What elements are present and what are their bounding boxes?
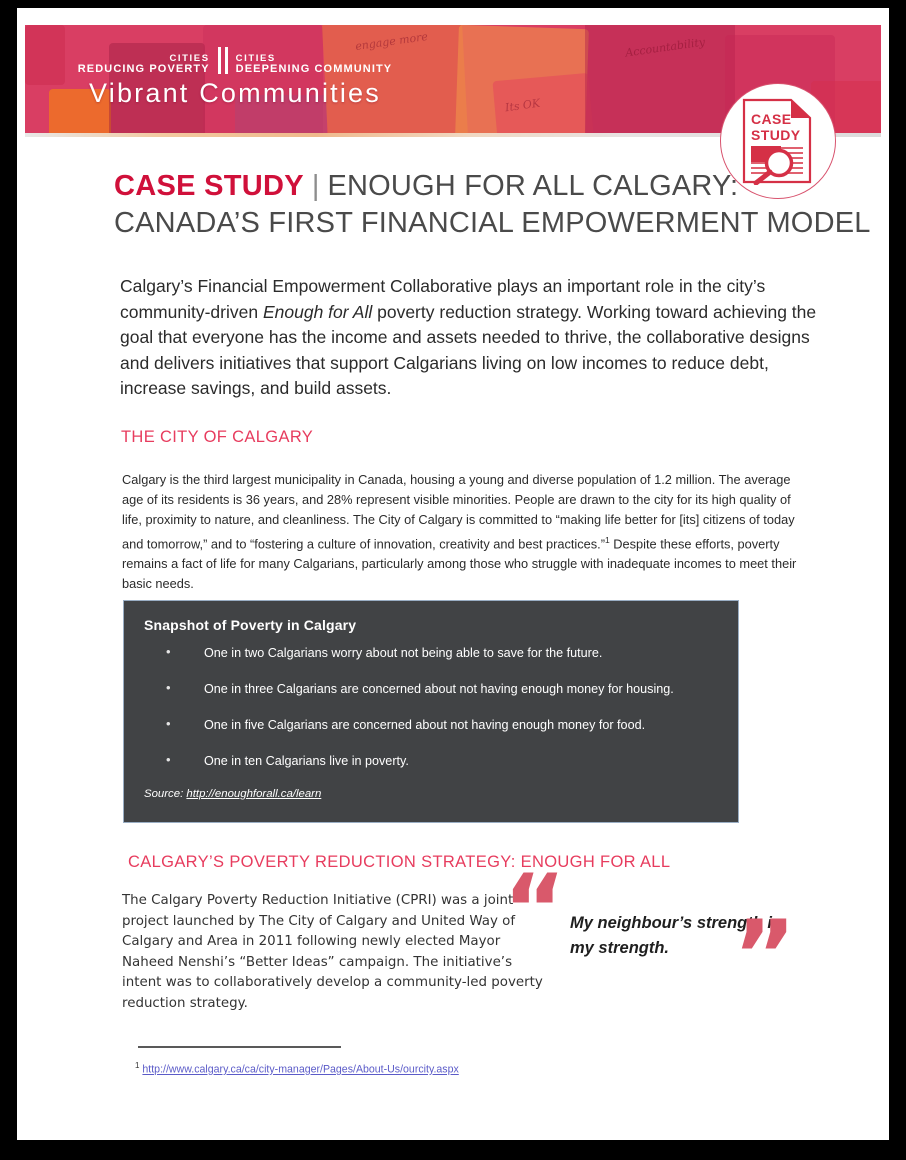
logo-right-big: DEEPENING COMMUNITY	[235, 62, 393, 75]
title-line-1	[114, 168, 834, 204]
footnote-reference: 1	[604, 535, 610, 545]
title-subject: ENOUGH FOR ALL CALGARY:	[327, 170, 739, 202]
logo-left-small: CITIES	[169, 53, 210, 65]
footnote-link[interactable]: http://www.calgary.ca/ca/city-manager/Pages/About-Us/ourcity.aspx	[142, 1063, 459, 1076]
title-divider: |	[311, 170, 320, 202]
logo-left-big: REDUCING POVERTY	[77, 62, 210, 75]
logo-right-small: CITIES	[235, 53, 276, 65]
banner-handwriting-texture: Its OK	[504, 96, 541, 115]
intro-italic-title: Enough for All	[262, 301, 373, 322]
callout-list	[160, 644, 718, 770]
intro-part-2: poverty reduction strategy. Working toward achieving the goal that everyone has the income and assets needed to thrive, the collaborative designs and delivers initiatives that support Calgarians living on low incomes to reduce debt, increase savings, and build assets.	[120, 301, 817, 398]
page-title	[114, 168, 871, 242]
city-body-part-1: Calgary is the third largest municipality in Canada, housing a young and diverse population of 1.2 million. The average age of its residents is 36 years, and 28% represent visible minorities. People are drawn to the city for its high quality of life, proximity to nature, and cleanliness. The City of Calgary is committed to “making life better for [its] citizens of today and tomorrow,” and to “fostering a culture of innovation, creativity and best practices.”	[122, 472, 795, 552]
case-study-badge	[720, 83, 836, 199]
section-heading-poverty-reduction-strategy: CALGARY’S POVERTY REDUCTION STRATEGY: ENOUGH FOR ALL	[128, 853, 671, 871]
open-quote-mark-icon: “	[503, 854, 567, 966]
city-body-part-2: Despite these efforts, poverty remains a fact of life for many Calgarians, particularly among those who struggle with inadequate incomes to meet their basic needs.	[122, 536, 797, 592]
svg-text:CASE: CASE	[751, 111, 792, 127]
logo-taglines	[25, 45, 445, 75]
cpri-paragraph: The Calgary Poverty Reduction Initiative (CPRI) was a joint project launched by The City of Calgary and United Way of Calgary and Area in 2011 following newly elected Mayor Naheed Nenshi’s “Better Ideas” campaign. The initiative’s intent was to collaboratively develop a community-led poverty reduction strategy.	[122, 893, 543, 1011]
source-link[interactable]: http://enoughforall.ca/learn	[186, 788, 322, 800]
callout-heading: Snapshot of Poverty in Calgary	[144, 617, 357, 633]
svg-text:STUDY: STUDY	[751, 127, 801, 143]
list-item: • One in ten Calgarians live in poverty.	[160, 752, 718, 770]
list-item: • One in five Calgarians are concerned about not having enough money for food.	[160, 716, 718, 734]
footnote	[135, 1061, 459, 1076]
callout-source	[144, 788, 718, 800]
case-study-document-icon	[741, 97, 815, 185]
source-label: Source:	[144, 788, 187, 800]
title-case-study: CASE STUDY	[114, 170, 304, 202]
footnote-separator	[138, 1046, 341, 1048]
list-item: • One in three Calgarians are concerned about not having enough money for housing.	[160, 680, 718, 698]
footnote-marker: 1	[135, 1061, 140, 1070]
intro-paragraph	[120, 274, 820, 402]
banner-handwriting-texture: engage more	[354, 29, 429, 54]
poverty-snapshot-callout	[123, 600, 739, 823]
city-of-calgary-body	[122, 470, 812, 594]
document-page	[17, 8, 889, 1140]
logo-wordmark: Vibrant Communities	[89, 78, 381, 108]
logo-tagline-right	[236, 54, 393, 75]
section-heading-city-of-calgary: THE CITY OF CALGARY	[121, 428, 314, 446]
pull-quote-text: My neighbour’s strength is my strength.	[570, 914, 782, 957]
list-item: • One in two Calgarians worry about not being able to save for the future.	[160, 644, 718, 662]
banner-handwriting-texture: Accountability	[624, 35, 706, 60]
close-quote-mark-icon: ”	[733, 900, 797, 1012]
intro-part-1: Calgary’s Financial Empowerment Collaborative plays an important role in the city’s community-driven	[120, 276, 766, 322]
logo-divider-bars-icon	[218, 47, 228, 75]
vibrant-communities-logo	[25, 25, 445, 109]
logo-tagline-left	[78, 54, 210, 75]
title-line-2: CANADA’S FIRST FINANCIAL EMPOWERMENT MODEL	[114, 207, 871, 239]
